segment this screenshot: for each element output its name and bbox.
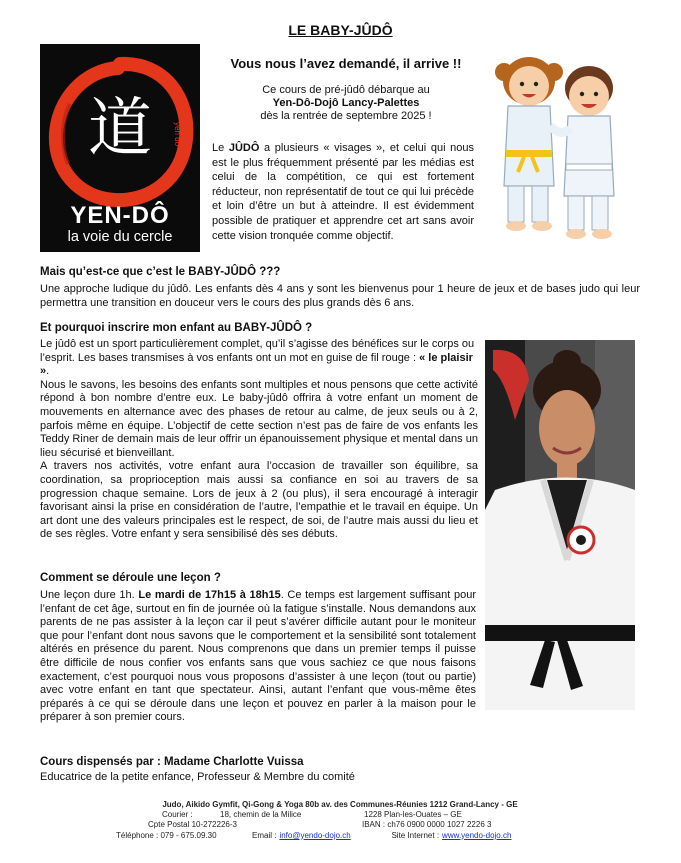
footer-courier-city: 1228 Plan-les-Ouates – GE xyxy=(364,810,462,820)
yendo-logo xyxy=(40,44,200,252)
footer-email-link[interactable]: info@yendo-dojo.ch xyxy=(279,830,351,840)
footer-iban: IBAN : ch76 0900 0000 1027 2226 3 xyxy=(362,820,492,830)
logo-name: YEN-DÔ xyxy=(70,202,170,229)
footer-line-2 xyxy=(80,810,600,820)
footer-cpte: Cpte Postal 10-272226-3 xyxy=(148,820,237,830)
heading-what-c: ??? xyxy=(256,266,281,278)
intro-line-1: Ce cours de pré-jûdô débarque au xyxy=(262,84,430,96)
teacher-photo xyxy=(485,340,635,710)
footer-line-1: Judo, Aikido Gymfit, Qi-Gong & Yoga 80b av. des Communes-Réunies 1212 Grand-Lancy - GE xyxy=(162,800,518,809)
heading-what-a: Mais qu’est-ce que c’est le xyxy=(40,266,189,278)
footer-line-4 xyxy=(80,831,600,841)
footer-email-label: Email : xyxy=(252,830,277,840)
teacher-role: Educatrice de la petite enfance, Professeur & Membre du comité xyxy=(40,771,355,783)
page-title: LE BABY-JÛDÔ xyxy=(288,22,393,38)
section-heading-why xyxy=(40,322,312,334)
intro-line-3: dès la rentrée de septembre 2025 ! xyxy=(260,110,432,122)
visages-text-a: Le xyxy=(212,142,229,154)
visages-text-b: a plusieurs « visages », et celui qui nous est le plus fréquemment présenté par les médias est celui de la compétition, ce qui est fortement réducteur, non représentatif de tout ce qui lui précède et loin d’être un but à atteindre. Il est évidemment possible de pratiquer et apprendre cet art sans avoir cette vision tronquée comme objectif. xyxy=(212,142,475,242)
section-body-what: Une approche ludique du jûdô. Les enfants dès 4 ans y sont les bienvenus pour 1 heure de jeux et de bases judo qui leur permettra une transition en douceur vers le cours des plus grands dès 6 ans. xyxy=(40,283,640,309)
footer-courier-addr: 18, chemin de la Milice xyxy=(220,810,302,820)
headline: Vous nous l’avez demandé, il arrive !! xyxy=(230,56,462,71)
footer xyxy=(80,800,600,841)
footer-courier-label: Courier : xyxy=(162,810,193,820)
footer-site-label: Site Internet : xyxy=(391,830,440,840)
heading-why-a: Et pourquoi inscrire mon enfant au xyxy=(40,322,235,334)
heading-why-c: ? xyxy=(301,322,313,334)
footer-site-link[interactable]: www.yendo-dojo.ch xyxy=(442,830,512,840)
why-p1-c: . xyxy=(46,365,50,378)
logo-signature: yen dô xyxy=(173,122,182,147)
why-paragraph-1 xyxy=(40,338,478,379)
section-heading-how: Comment se déroule une leçon ? xyxy=(40,572,221,584)
footer-phone: Téléphone : 079 - 675.09.30 xyxy=(116,830,217,840)
why-p1-bold: « le plaisir » xyxy=(40,351,473,378)
visages-lead: JÛDÔ xyxy=(228,142,260,154)
section-body-how xyxy=(40,589,476,725)
section-body-why xyxy=(40,338,478,542)
how-schedule: Le mardi de 17h15 à 18h15 xyxy=(138,589,281,601)
heading-what-b: BABY-JÛDÔ xyxy=(188,266,257,278)
logo-kanji: 道 xyxy=(88,92,152,166)
why-p1-a: Le jûdô est un sport particulièrement complet, qu’il s’agisse des bénéfices sur le corps ou l’esprit. Les bases transmises à vos enfants ont un mot en guise de fil rouge : xyxy=(40,338,475,364)
judo-kids-illustration xyxy=(484,46,634,246)
heading-why-b: BABY-JÛDÔ xyxy=(234,322,302,334)
logo-tagline: la voie du cercle xyxy=(67,229,173,245)
how-body-a: Une leçon dure 1h. xyxy=(40,589,139,601)
visages-paragraph xyxy=(212,141,474,243)
why-paragraph-3: A travers nos activités, votre enfant aura l’occasion de travailler son équilibre, sa coordination, sa proprioception mais aussi sa confiance en soi au travers de sa progression chaque semaine. Lors de jeux à 2 (ou plus), il sera encouragé à interagir favorisant ainsi la prise en considération de l’autre, l’empathie et le travail en équipe. Un art dont une des valeurs principales est le respect, de soi, de l’autre mais aussi du lieu et de ses règles. Votre enfant y sera sensibilisé dès ses débuts. xyxy=(40,460,478,541)
how-body-c: . Ce temps est largement suffisant pour l’enfant de cet âge, surtout en fin de journée où la fatigue s’installe. Nous demandons aux parents de ne pas assister à la leçon car il peut s’avérer difficile autant pour le moniteur que pour l’enfant dont nous savons que le comportement et la sensibilité sont totalement altérés en présence du parent. Nous comprenons que dans un premier temps il puisse être difficile de nous confier vos enfants sans que vous sachiez ce que nous faisons exactement, c’est pourquoi nous vous proposons d’assister à une leçon (tout ou partie) avec votre enfant en tant que spectateur. Ainsi, autant l’enfant que vous-même êtes préparés à ce qui se déroule dans une leçon et pouvez en parler à la maison pour le préparer à son premier cours. xyxy=(40,589,477,724)
intro-line-dojo: Yen-Dô-Dojô Lancy-Palettes xyxy=(272,97,420,109)
teacher-heading: Cours dispensés par : Madame Charlotte Vuissa xyxy=(40,756,304,768)
intro-block xyxy=(212,84,480,123)
footer-line-3 xyxy=(80,820,600,830)
why-paragraph-2: Nous le savons, les besoins des enfants sont multiples et nous pensons que cette activité répond à bon nombre d’entre eux. Le baby-jûdô offrira à votre enfant un moment de mouvements en alternance avec des phases de retour au calme, de jeux seuls ou à 2, parfois même en équipe. L’objectif de cette section n’est pas de faire de vos enfants les Teddy Riner de demain mais de leur offrir un épanouissement physique et mental dans un lieu sécurisé et bienveillant. xyxy=(40,378,478,459)
section-heading-what xyxy=(40,266,280,278)
